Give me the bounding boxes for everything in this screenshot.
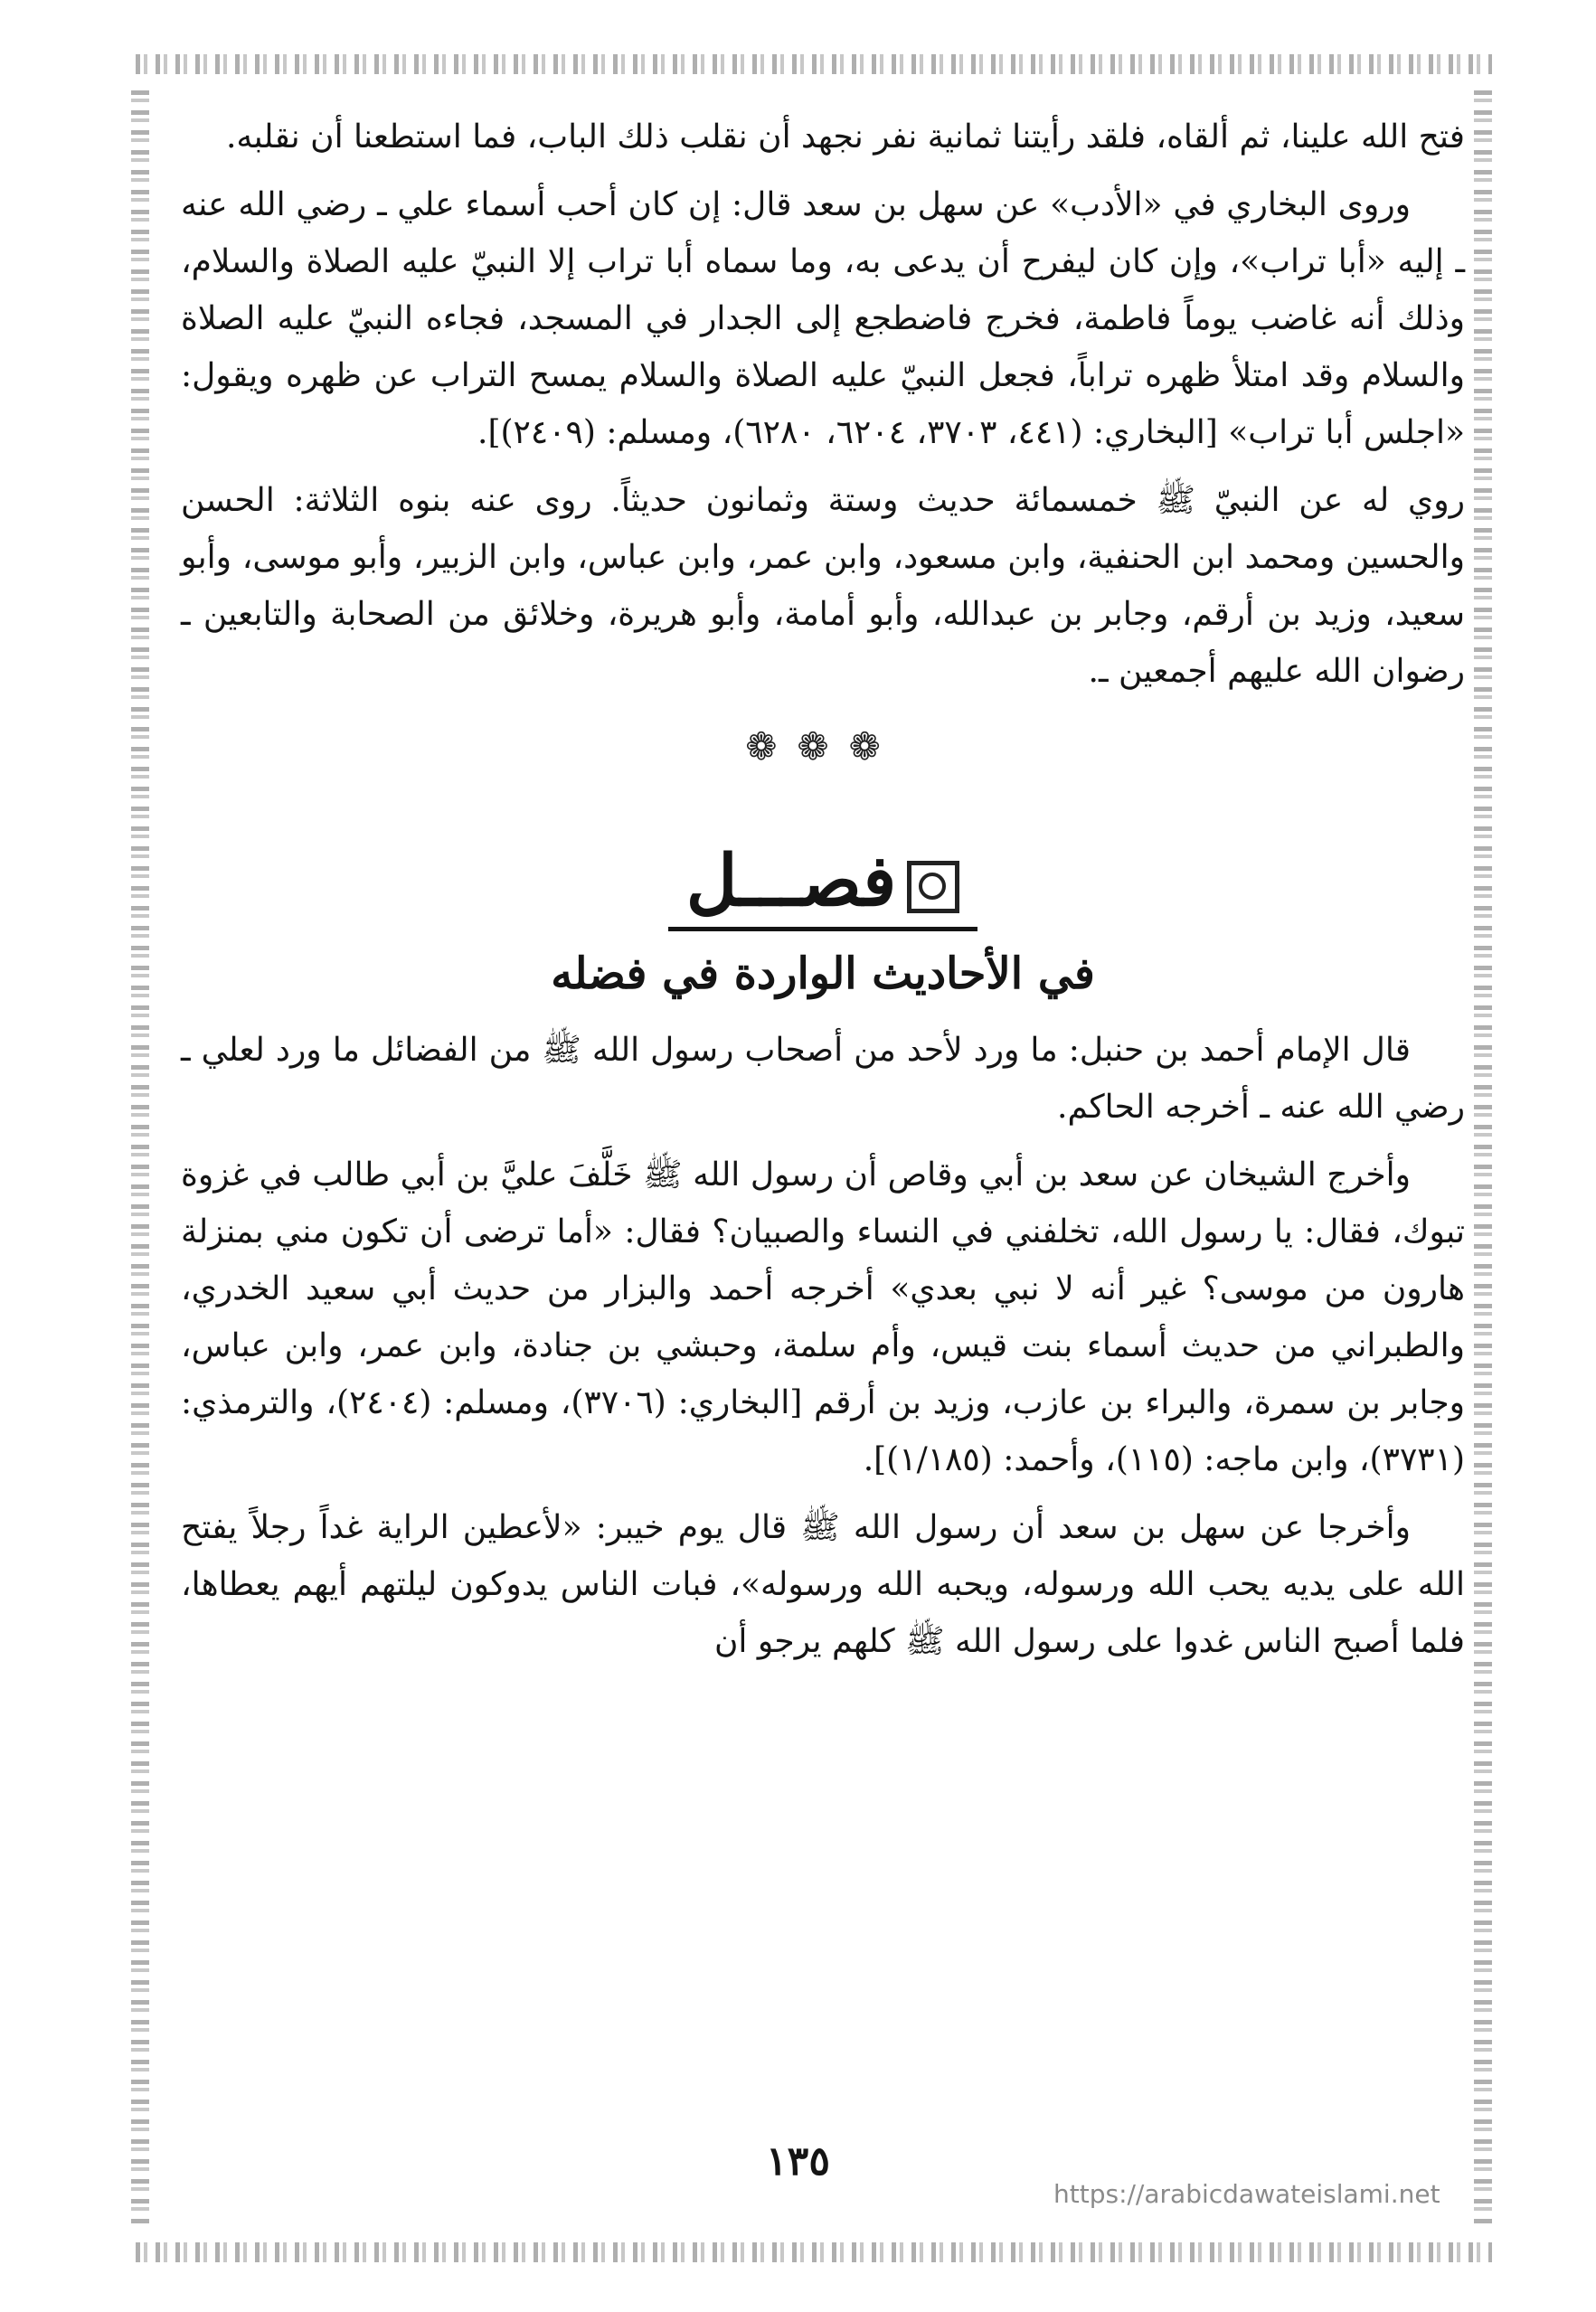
watermark-url: https://arabicdawateislami.net [1053,2179,1440,2209]
decorative-border-bottom [136,2242,1492,2262]
paragraph: وروى البخاري في «الأدب» عن سهل بن سعد قال: إن كان أحب أسماء علي ـ رضي الله عنه ـ إليه «أبا تراب»، وإن كان ليفرح أن يدعى به، وما سماه أبا تراب إلا النبيّ عليه الصلاة والسلام، وذلك أنه غاضب يوماً فاطمة، فخرج فاضطجع إلى الجدار في المسجد، فجاءه النبيّ عليه الصلاة والسلام وقد امتلأ ظهره تراباً، فجعل النبيّ عليه الصلاة والسلام يمسح التراب عن ظهره ويقول: «اجلس أبا تراب» [البخاري: (٤٤١، ٣٧٠٣، ٦٢٠٤، ٦٢٨٠)، ومسلم: (٢٤٠٩)]. [181,186,1465,451]
decorative-border-left [131,90,149,2224]
paragraph: قال الإمام أحمد بن حنبل: ما ورد لأحد من أصحاب رسول الله ﷺ من الفضائل ما ورد لعلي ـ رضي الله عنه ـ أخرجه الحاكم. [181,1032,1465,1126]
section-title-text: فصـــل [685,840,897,922]
section-heading [181,838,1465,931]
paragraph: وأخرجا عن سهل بن سعد أن رسول الله ﷺ قال يوم خيبر: «لأعطين الراية غداً رجلاً يفتح الله على يديه يحب الله ورسوله، ويحبه الله ورسوله»، فبات الناس يدوكون ليلتهم أيهم يعطاها، فلما أصبح الناس غدوا على رسول الله ﷺ كلهم يرجو أن [181,1509,1465,1660]
paragraph: وأخرج الشيخان عن سعد بن أبي وقاص أن رسول الله ﷺ خَلَّفَ عليَّ بن أبي طالب في غزوة تبوك، فقال: يا رسول الله، تخلفني في النساء والصبيان؟ فقال: «أما ترضى أن تكون مني بمنزلة هارون من موسى؟ غير أنه لا نبي بعدي» أخرجه أحمد والبزار من حديث أبي سعيد الخدري، والطبراني من حديث أسماء بنت قيس، وأم سلمة، وحبشي بن جنادة، وابن عمر، وابن عباس، وجابر بن سمرة، والبراء بن عازب، وزيد بن أرقم [البخاري: (٣٧٠٦)، ومسلم: (٢٤٠٤)، والترمذي: (٣٧٣١)، وابن ماجه: (١١٥)، وأحمد: (١/١٨٥)]. [181,1156,1465,1478]
section-subtitle: في الأحاديث الواردة في فضله [551,948,1095,999]
decorative-border-right [1474,90,1492,2224]
paragraph: روي له عن النبيّ ﷺ خمسمائة حديث وستة وثمانون حديثاً. روى عنه بنوه الثلاثة: الحسن والحسين ومحمد ابن الحنفية، وابن مسعود، وابن عمر، وابن عباس، وابن الزبير، وأبو موسى، وأبو سعيد، وزيد بن أرقم، وجابر بن عبدالله، وأبو أمامة، وأبو هريرة، وخلائق من الصحابة والتابعين ـ رضوان الله عليهم أجمعين ـ. [181,482,1466,690]
paragraph: فتح الله علينا، ثم ألقاه، فلقد رأيتنا ثمانية نفر نجهد أن نقلب ذلك الباب، فما استطعنا أن نقلبه. [225,118,1465,156]
ornament-icon [907,861,959,913]
decorative-border-top [136,54,1492,74]
section-title [668,838,978,931]
page-body [181,109,1465,1681]
page-number: ١٣٥ [766,2138,830,2185]
section-separator: ❁❁❁ [745,724,901,769]
